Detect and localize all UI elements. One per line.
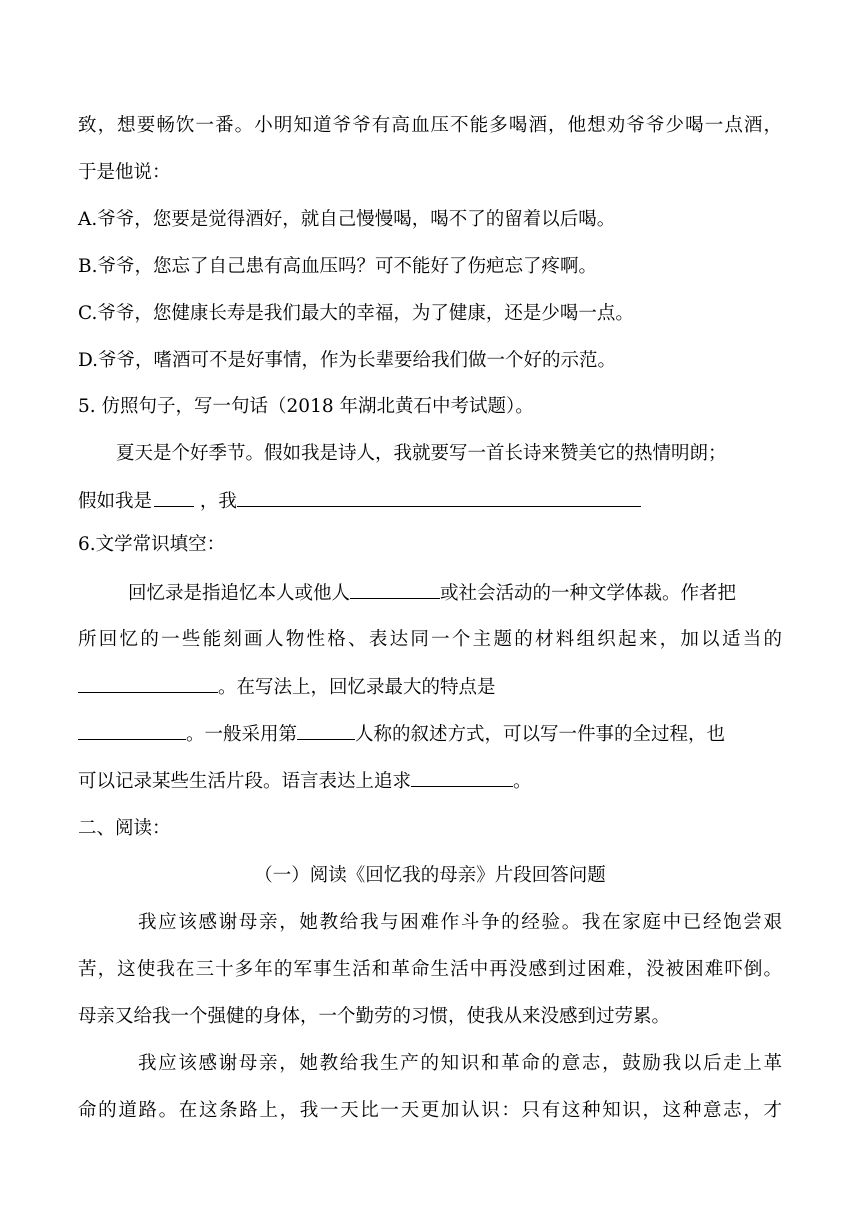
option-d: D.爷爷，嗜酒可不是好事情，作为长辈要给我们做一个好的示范。: [78, 350, 617, 371]
question6-line3: [78, 675, 782, 700]
question5-fill-middle: ，我: [199, 491, 237, 512]
question6-line3-text: 。在写法上，回忆录最大的特点是: [218, 677, 496, 698]
passage-para2-line2: 命的道路。在这条路上，我一天比一天更加认识：只有这种知识，这种意志，才: [78, 1100, 782, 1121]
option-c: C.爷爷，您健康长寿是我们最大的幸福，为了健康，还是少喝一点。: [78, 303, 634, 324]
question6-line1-text-b: 或社会活动的一种文学体裁。作者把: [440, 583, 737, 604]
question5-example: 夏天是个好季节。假如我是诗人，我就要写一首长诗来赞美它的热情明朗；: [116, 443, 727, 464]
question6-line2: 所回忆的一些能刻画人物性格、表达同一个主题的材料组织起来，加以适当的: [78, 629, 782, 650]
question6-line5-text-a: 可以记录某些生活片段。语言表达上追求: [78, 771, 412, 792]
question6-line4-text-a: 。一般采用第: [186, 724, 298, 745]
question6-blank-1[interactable]: [350, 581, 440, 599]
reading1-title: （一）阅读《回忆我的母亲》片段回答问题: [254, 865, 606, 886]
question6-line4: [78, 722, 782, 747]
passage-para1-line2: 苦，这使我在三十多年的军事生活和革命生活中再没感到过困难，没被困难吓倒。: [78, 959, 782, 980]
question6-line4-text-b: 人称的叙述方式，可以写一件事的全过程，也: [355, 724, 726, 745]
question6-blank-3[interactable]: [78, 722, 186, 740]
passage-para1-line1: 我应该感谢母亲，她教给我与困难作斗争的经验。我在家庭中已经饱尝艰: [138, 912, 782, 933]
question6-title: 6.文学常识填空：: [78, 534, 226, 555]
option-b: B.爷爷，您忘了自己患有高血压吗？可不能好了伤疤忘了疼啊。: [78, 256, 597, 277]
question5-fill-prefix: 假如我是: [78, 491, 153, 512]
question6-line1-text-a: 回忆录是指追忆本人或他人: [128, 583, 351, 604]
question4-stem-line2: 于是他说：: [78, 162, 171, 183]
question5-blank-2[interactable]: [237, 489, 641, 507]
question5-title: 5. 仿照句子，写一句话（2018 年湖北黄石中考试题）。: [78, 396, 534, 417]
question6-line5-text-b: 。: [513, 771, 532, 792]
option-a: A.爷爷，您要是觉得酒好，就自己慢慢喝，喝不了的留着以后喝。: [78, 209, 616, 230]
passage-para1-line3: 母亲又给我一个强健的身体，一个勤劳的习惯，使我从来没感到过劳累。: [78, 1006, 671, 1027]
question6-line1: [128, 581, 782, 606]
section2-heading: 二、阅读：: [78, 818, 171, 839]
question6-blank-2[interactable]: [78, 675, 218, 693]
question6-blank-5[interactable]: [411, 769, 513, 787]
question6-blank-4[interactable]: [297, 722, 355, 740]
question6-line5: [78, 769, 782, 794]
passage-para2-line1: 我应该感谢母亲，她教给我生产的知识和革命的意志，鼓励我以后走上革: [138, 1053, 782, 1074]
question5-blank-1[interactable]: [154, 489, 194, 507]
question4-stem-line1: 致，想要畅饮一番。小明知道爷爷有高血压不能多喝酒，他想劝爷爷少喝一点酒，: [78, 115, 782, 136]
question5-fill-line: [78, 489, 782, 514]
